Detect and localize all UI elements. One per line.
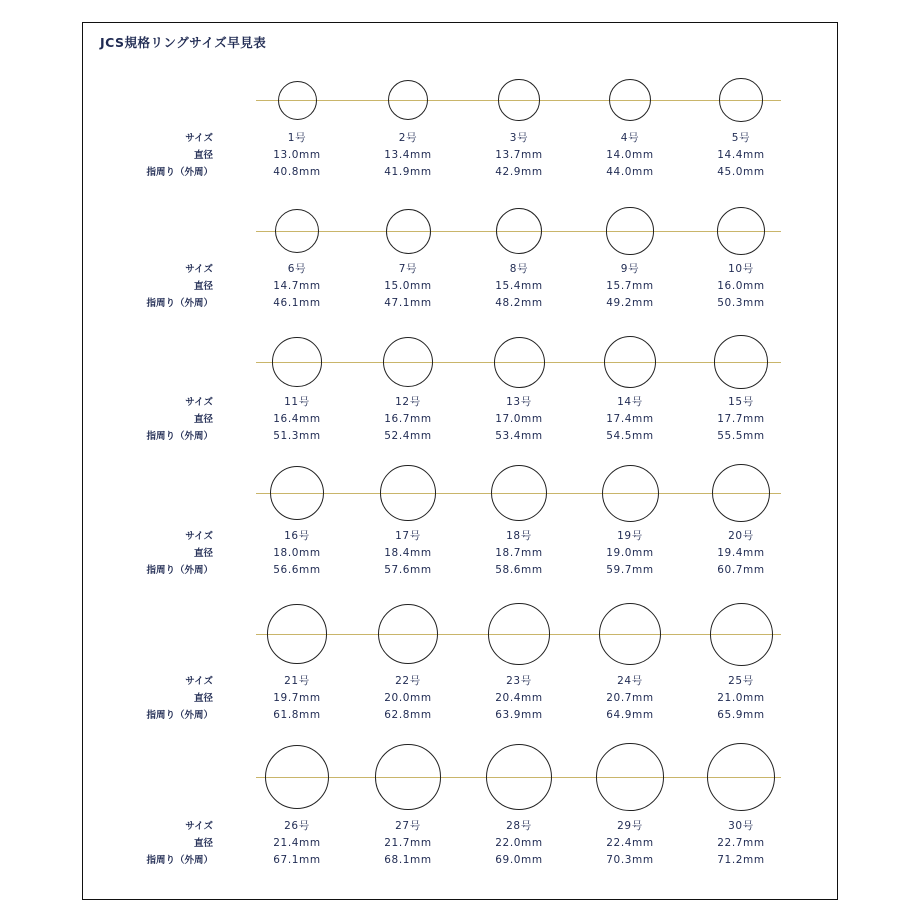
size-label: 25号 (728, 675, 754, 687)
label-size: サイズ (185, 821, 213, 832)
ring-circle (609, 79, 651, 121)
ring-circle (602, 465, 659, 522)
size-label: 18号 (506, 530, 532, 542)
diameter-value: 20.0mm (384, 692, 432, 704)
diameter-value: 15.4mm (495, 280, 543, 292)
diameter-value: 15.0mm (384, 280, 432, 292)
size-cell (363, 818, 453, 869)
diameter-value: 22.0mm (495, 837, 543, 849)
row-labels (123, 673, 213, 724)
size-cell (474, 130, 564, 181)
size-cell (474, 528, 564, 579)
circumference-value: 52.4mm (384, 430, 432, 442)
ring-circle (378, 604, 438, 664)
diameter-value: 18.4mm (384, 547, 432, 559)
size-label: 30号 (728, 820, 754, 832)
circumference-value: 61.8mm (273, 709, 321, 721)
size-cell (474, 673, 564, 724)
diameter-value: 16.0mm (717, 280, 765, 292)
diameter-value: 22.7mm (717, 837, 765, 849)
size-label: 14号 (617, 396, 643, 408)
size-label: 8号 (509, 263, 529, 275)
row-labels (123, 528, 213, 579)
size-label: 5号 (731, 132, 751, 144)
size-cell (585, 528, 675, 579)
label-circumference: 指周り（外周） (146, 431, 213, 442)
size-cell (363, 394, 453, 445)
circumference-value: 44.0mm (606, 166, 654, 178)
ring-circle (717, 207, 765, 255)
label-size: サイズ (185, 397, 213, 408)
circumference-value: 53.4mm (495, 430, 543, 442)
size-label: 7号 (398, 263, 418, 275)
size-cell (474, 261, 564, 312)
ring-circle (267, 604, 326, 663)
ring-circle (494, 337, 545, 388)
circumference-value: 58.6mm (495, 564, 543, 576)
diameter-value: 16.4mm (273, 413, 321, 425)
size-label: 24号 (617, 675, 643, 687)
circumference-value: 62.8mm (384, 709, 432, 721)
ring-circle (272, 337, 321, 386)
diameter-value: 21.0mm (717, 692, 765, 704)
size-cell (252, 673, 342, 724)
size-label: 11号 (284, 396, 310, 408)
diameter-value: 14.0mm (606, 149, 654, 161)
ring-circle (278, 81, 317, 120)
label-diameter: 直径 (193, 281, 213, 292)
label-size: サイズ (185, 531, 213, 542)
circumference-value: 45.0mm (717, 166, 765, 178)
diameter-value: 13.7mm (495, 149, 543, 161)
circumference-value: 64.9mm (606, 709, 654, 721)
page-title: JCS規格リングサイズ早見表 (100, 35, 267, 50)
circumference-value: 51.3mm (273, 430, 321, 442)
circumference-value: 70.3mm (606, 854, 654, 866)
size-label: 22号 (395, 675, 421, 687)
ring-circle (604, 336, 656, 388)
size-label: 4号 (620, 132, 640, 144)
size-cell (474, 818, 564, 869)
label-circumference: 指周り（外周） (146, 565, 213, 576)
circumference-value: 46.1mm (273, 297, 321, 309)
size-label: 6号 (287, 263, 307, 275)
ring-circle (719, 78, 762, 121)
row-labels (123, 818, 213, 869)
ring-circle (488, 603, 549, 664)
circumference-value: 42.9mm (495, 166, 543, 178)
ring-circle (388, 80, 428, 120)
ring-circle (380, 465, 435, 520)
size-cell (252, 818, 342, 869)
diameter-value: 19.0mm (606, 547, 654, 559)
circumference-value: 65.9mm (717, 709, 765, 721)
size-label: 15号 (728, 396, 754, 408)
size-label: 20号 (728, 530, 754, 542)
diameter-value: 18.0mm (273, 547, 321, 559)
diameter-value: 22.4mm (606, 837, 654, 849)
size-cell (252, 130, 342, 181)
size-label: 13号 (506, 396, 532, 408)
size-cell (696, 130, 786, 181)
diameter-value: 21.7mm (384, 837, 432, 849)
diameter-value: 21.4mm (273, 837, 321, 849)
ring-circle (375, 744, 440, 809)
size-label: 19号 (617, 530, 643, 542)
size-cell (696, 818, 786, 869)
diameter-value: 14.4mm (717, 149, 765, 161)
size-label: 23号 (506, 675, 532, 687)
label-size: サイズ (185, 133, 213, 144)
label-size: サイズ (185, 264, 213, 275)
size-label: 10号 (728, 263, 754, 275)
circumference-value: 47.1mm (384, 297, 432, 309)
size-label: 26号 (284, 820, 310, 832)
circumference-value: 54.5mm (606, 430, 654, 442)
size-cell (696, 394, 786, 445)
circumference-value: 41.9mm (384, 166, 432, 178)
diameter-value: 18.7mm (495, 547, 543, 559)
size-label: 28号 (506, 820, 532, 832)
size-label: 9号 (620, 263, 640, 275)
ring-circle (383, 337, 433, 387)
size-cell (585, 673, 675, 724)
circumference-value: 71.2mm (717, 854, 765, 866)
label-diameter: 直径 (193, 693, 213, 704)
row-labels (123, 394, 213, 445)
diameter-value: 16.7mm (384, 413, 432, 425)
size-cell (585, 130, 675, 181)
circumference-value: 48.2mm (495, 297, 543, 309)
size-label: 12号 (395, 396, 421, 408)
diameter-value: 14.7mm (273, 280, 321, 292)
ring-circle (710, 603, 773, 666)
circumference-value: 49.2mm (606, 297, 654, 309)
size-label: 2号 (398, 132, 418, 144)
size-label: 3号 (509, 132, 529, 144)
size-cell (696, 673, 786, 724)
ring-circle (491, 465, 547, 521)
diameter-value: 13.0mm (273, 149, 321, 161)
ring-circle (714, 335, 767, 388)
circumference-value: 40.8mm (273, 166, 321, 178)
circumference-value: 69.0mm (495, 854, 543, 866)
size-label: 16号 (284, 530, 310, 542)
size-cell (252, 528, 342, 579)
circumference-value: 67.1mm (273, 854, 321, 866)
size-cell (696, 261, 786, 312)
ring-circle (275, 209, 319, 253)
diameter-value: 15.7mm (606, 280, 654, 292)
ring-circle (265, 745, 329, 809)
circumference-value: 68.1mm (384, 854, 432, 866)
diameter-value: 19.7mm (273, 692, 321, 704)
size-cell (252, 394, 342, 445)
size-cell (252, 261, 342, 312)
size-cell (585, 394, 675, 445)
label-size: サイズ (185, 676, 213, 687)
diameter-value: 20.4mm (495, 692, 543, 704)
label-circumference: 指周り（外周） (146, 298, 213, 309)
ring-circle (707, 743, 775, 811)
label-circumference: 指周り（外周） (146, 710, 213, 721)
size-label: 21号 (284, 675, 310, 687)
label-diameter: 直径 (193, 838, 213, 849)
size-cell (696, 528, 786, 579)
row-labels (123, 261, 213, 312)
label-diameter: 直径 (193, 414, 213, 425)
label-circumference: 指周り（外周） (146, 855, 213, 866)
circumference-value: 56.6mm (273, 564, 321, 576)
label-diameter: 直径 (193, 548, 213, 559)
diameter-value: 17.4mm (606, 413, 654, 425)
size-cell (474, 394, 564, 445)
ring-circle (498, 79, 539, 120)
ring-circle (486, 744, 552, 810)
diameter-value: 19.4mm (717, 547, 765, 559)
ring-circle (606, 207, 653, 254)
size-cell (585, 261, 675, 312)
label-diameter: 直径 (193, 150, 213, 161)
diameter-value: 13.4mm (384, 149, 432, 161)
circumference-value: 55.5mm (717, 430, 765, 442)
ring-circle (496, 208, 542, 254)
ring-circle (599, 603, 661, 665)
size-label: 29号 (617, 820, 643, 832)
size-label: 27号 (395, 820, 421, 832)
circumference-value: 50.3mm (717, 297, 765, 309)
circumference-value: 63.9mm (495, 709, 543, 721)
diameter-value: 20.7mm (606, 692, 654, 704)
size-label: 17号 (395, 530, 421, 542)
row-labels (123, 130, 213, 181)
diameter-value: 17.7mm (717, 413, 765, 425)
size-cell (363, 528, 453, 579)
size-cell (363, 261, 453, 312)
ring-circle (386, 209, 431, 254)
ring-circle (596, 743, 663, 810)
ring-circle (712, 464, 770, 522)
size-cell (363, 130, 453, 181)
circumference-value: 59.7mm (606, 564, 654, 576)
circumference-value: 57.6mm (384, 564, 432, 576)
size-label: 1号 (287, 132, 307, 144)
diameter-value: 17.0mm (495, 413, 543, 425)
size-cell (585, 818, 675, 869)
size-cell (363, 673, 453, 724)
label-circumference: 指周り（外周） (146, 167, 213, 178)
ring-circle (270, 466, 324, 520)
circumference-value: 60.7mm (717, 564, 765, 576)
